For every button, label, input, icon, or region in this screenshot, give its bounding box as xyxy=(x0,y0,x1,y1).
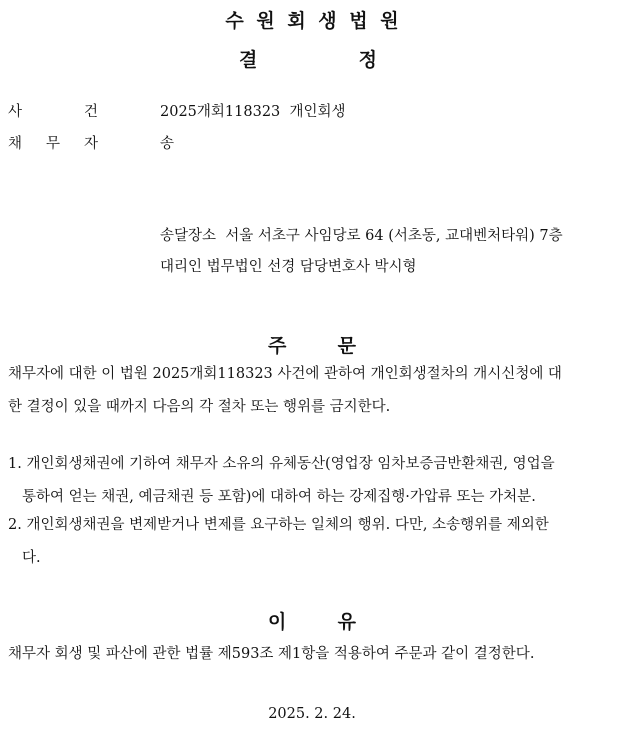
reason-heading xyxy=(268,607,356,634)
debtor-label-char: 무 xyxy=(45,136,60,152)
order-item-1-line: 통하여 얻는 채권, 예금채권 등 포함)에 대하여 하는 강제집행·가압류 또는 가처분. xyxy=(22,489,536,505)
service-address: 송달장소 서울 서초구 사임당로 64 (서초동, 교대벤처타워) 7층 xyxy=(160,228,563,244)
debtor-name: 송 xyxy=(160,136,175,152)
document-type-left: 결 xyxy=(239,49,258,71)
debtor-label-char: 채 xyxy=(8,136,23,152)
reason-text: 채무자 회생 및 파산에 관한 법률 제593조 제1항을 적용하여 주문과 같이 결정한다. xyxy=(8,646,535,662)
order-intro xyxy=(8,358,618,424)
order-item-2-line: 2. 개인회생채권을 변제받거나 변제를 요구하는 일체의 행위. 다만, 소송행위를 제외한 xyxy=(8,517,549,533)
reason-heading-right: 유 xyxy=(337,611,356,633)
court-name: 수 원 회 생 법 원 xyxy=(225,10,399,32)
debtor-label xyxy=(8,132,98,153)
document-type-title xyxy=(239,45,377,72)
order-intro-line: 채무자에 대한 이 법원 2025개회118323 사건에 관하여 개인회생절차의 개시신청에 대 xyxy=(8,366,562,382)
reason-heading-left: 이 xyxy=(268,611,287,633)
case-label-char: 사 xyxy=(8,104,23,120)
case-label xyxy=(8,100,98,121)
decision-date: 2025. 2. 24. xyxy=(268,706,356,722)
order-item-2-line: 다. xyxy=(22,550,41,566)
order-heading-left: 주 xyxy=(268,335,287,357)
debtor-label-char: 자 xyxy=(83,136,98,152)
legal-representative: 대리인 법무법인 선경 담당변호사 박시형 xyxy=(160,259,417,275)
order-heading-right: 문 xyxy=(337,335,356,357)
document-type-right: 정 xyxy=(358,49,377,71)
order-item-1-line: 1. 개인회생채권에 기하여 채무자 소유의 유체동산(영업장 임차보증금반환채권, 영업을 xyxy=(8,456,555,472)
case-label-char: 건 xyxy=(83,104,98,120)
order-item-1 xyxy=(8,448,618,514)
order-heading xyxy=(268,331,356,358)
case-number: 2025개회118323 개인회생 xyxy=(160,104,346,120)
order-item-2 xyxy=(8,509,618,575)
order-intro-line: 한 결정이 있을 때까지 다음의 각 절차 또는 행위를 금지한다. xyxy=(8,399,391,415)
